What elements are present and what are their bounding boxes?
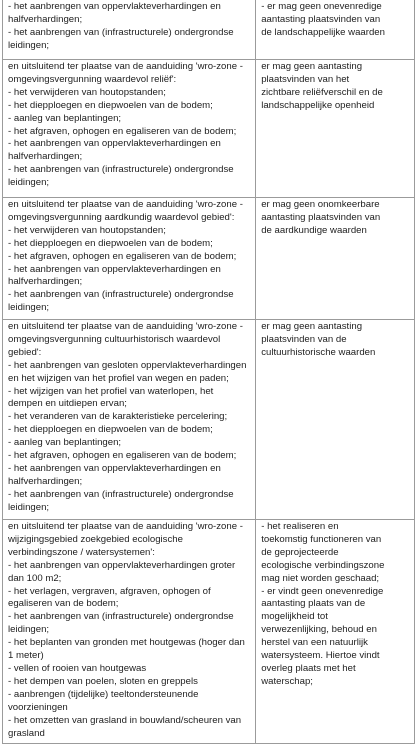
- activity-cell: [3, 320, 256, 520]
- text-line: - aanbrengen (tijdelijke) teeltondersteunende: [8, 688, 199, 700]
- text-line: wijzigingsgebied zoekgebied ecologische: [8, 533, 183, 545]
- text-line: mogelijkheid tot: [261, 611, 328, 623]
- text-line: watersysteem. Hiertoe vindt: [261, 650, 380, 662]
- text-line: landschappelijke openheid: [261, 99, 375, 111]
- text-line: - het aanbrengen van (infrastructurele) ondergrondse: [8, 26, 234, 38]
- regulation-table: [2, 0, 415, 744]
- text-line: - het aanbrengen van oppervlakteverhardingen groter: [8, 559, 236, 571]
- text-line: en uitsluitend ter plaatse van de aanduiding 'wro-zone -: [8, 321, 243, 332]
- text-line: de landschappelijke waarden: [261, 26, 385, 38]
- text-line: verbindingszone / watersystemen':: [8, 546, 155, 558]
- text-line: - het diepploegen en diepwoelen van de bodem;: [8, 424, 213, 436]
- table-row: [3, 198, 415, 320]
- text-line: plaatsvinden van het: [261, 73, 350, 85]
- text-line: - het aanbrengen van oppervlakteverhardingen en: [8, 138, 221, 150]
- text-line: mag niet worden geschaad;: [261, 572, 380, 584]
- text-line: - het aanbrengen van (infrastructurele) ondergrondse: [8, 289, 234, 301]
- text-line: omgevingsvergunning waardevol reliëf':: [8, 73, 177, 85]
- text-line: - het verwijderen van houtopstanden;: [8, 224, 166, 236]
- text-line: er mag geen aantasting: [261, 61, 363, 72]
- condition-cell: [256, 320, 415, 520]
- activity-cell: [3, 520, 256, 744]
- text-line: - er vindt geen onevenredige: [261, 585, 384, 597]
- text-line: - het beplanten van gronden met houtgewas (hoger dan: [8, 637, 245, 649]
- text-line: - het aanbrengen van (infrastructurele) ondergrondse: [8, 164, 234, 176]
- text-line: er mag geen aantasting: [261, 321, 363, 332]
- text-line: grasland: [8, 727, 45, 739]
- text-line: dempen en uitdiepen ervan;: [8, 398, 127, 410]
- text-line: - het aanbrengen van oppervlakteverhardingen en: [8, 263, 221, 275]
- text-line: ecologische verbindingszone: [261, 559, 385, 571]
- text-line: en uitsluitend ter plaatse van de aanduiding 'wro-zone -: [8, 521, 243, 532]
- text-line: - het wijzigen van het profiel van waterlopen, het: [8, 385, 214, 397]
- text-line: - vellen of rooien van houtgewas: [8, 662, 147, 674]
- text-line: leidingen;: [8, 501, 50, 513]
- text-line: herstel van een natuurlijk: [261, 637, 368, 649]
- text-line: egaliseren van de bodem;: [8, 598, 119, 610]
- text-line: - het aanbrengen van oppervlakteverhardingen en: [8, 1, 221, 12]
- text-line: 1 meter): [8, 650, 44, 662]
- text-line: - het veranderen van de karakteristieke percelering;: [8, 411, 228, 423]
- table-row: [3, 320, 415, 520]
- condition-cell: [256, 0, 415, 60]
- text-line: - het aanbrengen van oppervlakteverhardingen en: [8, 462, 221, 474]
- text-line: voorzieningen: [8, 701, 68, 713]
- text-line: - het diepploegen en diepwoelen van de bodem;: [8, 237, 213, 249]
- text-line: - het diepploegen en diepwoelen van de bodem;: [8, 99, 213, 111]
- text-line: leidingen;: [8, 302, 50, 314]
- text-line: - het verwijderen van houtopstanden;: [8, 86, 166, 98]
- text-line: en het wijzigen van het profiel van wegen en paden;: [8, 372, 229, 384]
- text-line: - er mag geen onevenredige: [261, 1, 382, 12]
- text-line: plaatsvinden van de: [261, 333, 347, 345]
- text-line: - het dempen van poelen, sloten en greppels: [8, 675, 198, 687]
- text-line: - het realiseren en: [261, 521, 339, 532]
- text-line: er mag geen onomkeerbare: [261, 199, 380, 210]
- table-row: [3, 0, 415, 60]
- table-row: [3, 520, 415, 744]
- text-line: de aardkundige waarden: [261, 224, 367, 236]
- condition-cell: [256, 520, 415, 744]
- text-line: leidingen;: [8, 177, 50, 189]
- text-line: toekomstig functioneren van: [261, 533, 382, 545]
- text-line: en uitsluitend ter plaatse van de aanduiding 'wro-zone -: [8, 61, 243, 72]
- text-line: halfverhardingen;: [8, 151, 83, 163]
- text-line: leidingen;: [8, 624, 50, 636]
- activity-cell: [3, 60, 256, 198]
- activity-cell: [3, 0, 256, 60]
- text-line: - het aanbrengen van (infrastructurele) ondergrondse: [8, 488, 234, 500]
- condition-cell: [256, 60, 415, 198]
- text-line: cultuurhistorische waarden: [261, 346, 376, 358]
- table-row: [3, 60, 415, 198]
- text-line: waterschap;: [261, 675, 313, 687]
- text-line: overleg plaats met het: [261, 662, 356, 674]
- text-line: - het omzetten van grasland in bouwland/scheuren van: [8, 714, 242, 726]
- text-line: - het afgraven, ophogen en egaliseren van de bodem;: [8, 250, 237, 262]
- text-line: - het afgraven, ophogen en egaliseren van de bodem;: [8, 450, 237, 462]
- text-line: - het afgraven, ophogen en egaliseren van de bodem;: [8, 125, 237, 137]
- text-line: - aanleg van beplantingen;: [8, 112, 122, 124]
- text-line: gebied':: [8, 346, 42, 358]
- activity-cell: [3, 198, 256, 320]
- text-line: aantasting plaats van de: [261, 598, 366, 610]
- text-line: halfverhardingen;: [8, 13, 83, 25]
- text-line: - het aanbrengen van (infrastructurele) ondergrondse: [8, 611, 234, 623]
- text-line: omgevingsvergunning aardkundig waardevol gebied':: [8, 211, 235, 223]
- text-line: dan 100 m2;: [8, 572, 62, 584]
- text-line: omgevingsvergunning cultuurhistorisch waardevol: [8, 333, 221, 345]
- text-line: de geprojecteerde: [261, 546, 339, 558]
- text-line: verwezenlijking, behoud en: [261, 624, 377, 636]
- text-line: - het aanbrengen van gesloten oppervlakteverhardingen: [8, 359, 247, 371]
- condition-cell: [256, 198, 415, 320]
- text-line: aantasting plaatsvinden van: [261, 13, 381, 25]
- text-line: leidingen;: [8, 39, 50, 51]
- text-line: - aanleg van beplantingen;: [8, 437, 122, 449]
- text-line: halfverhardingen;: [8, 276, 83, 288]
- text-line: zichtbare reliëfverschil en de: [261, 86, 383, 98]
- text-line: en uitsluitend ter plaatse van de aanduiding 'wro-zone -: [8, 199, 243, 210]
- text-line: halfverhardingen;: [8, 475, 83, 487]
- text-line: - het verlagen, vergraven, afgraven, ophogen of: [8, 585, 211, 597]
- text-line: aantasting plaatsvinden van: [261, 211, 381, 223]
